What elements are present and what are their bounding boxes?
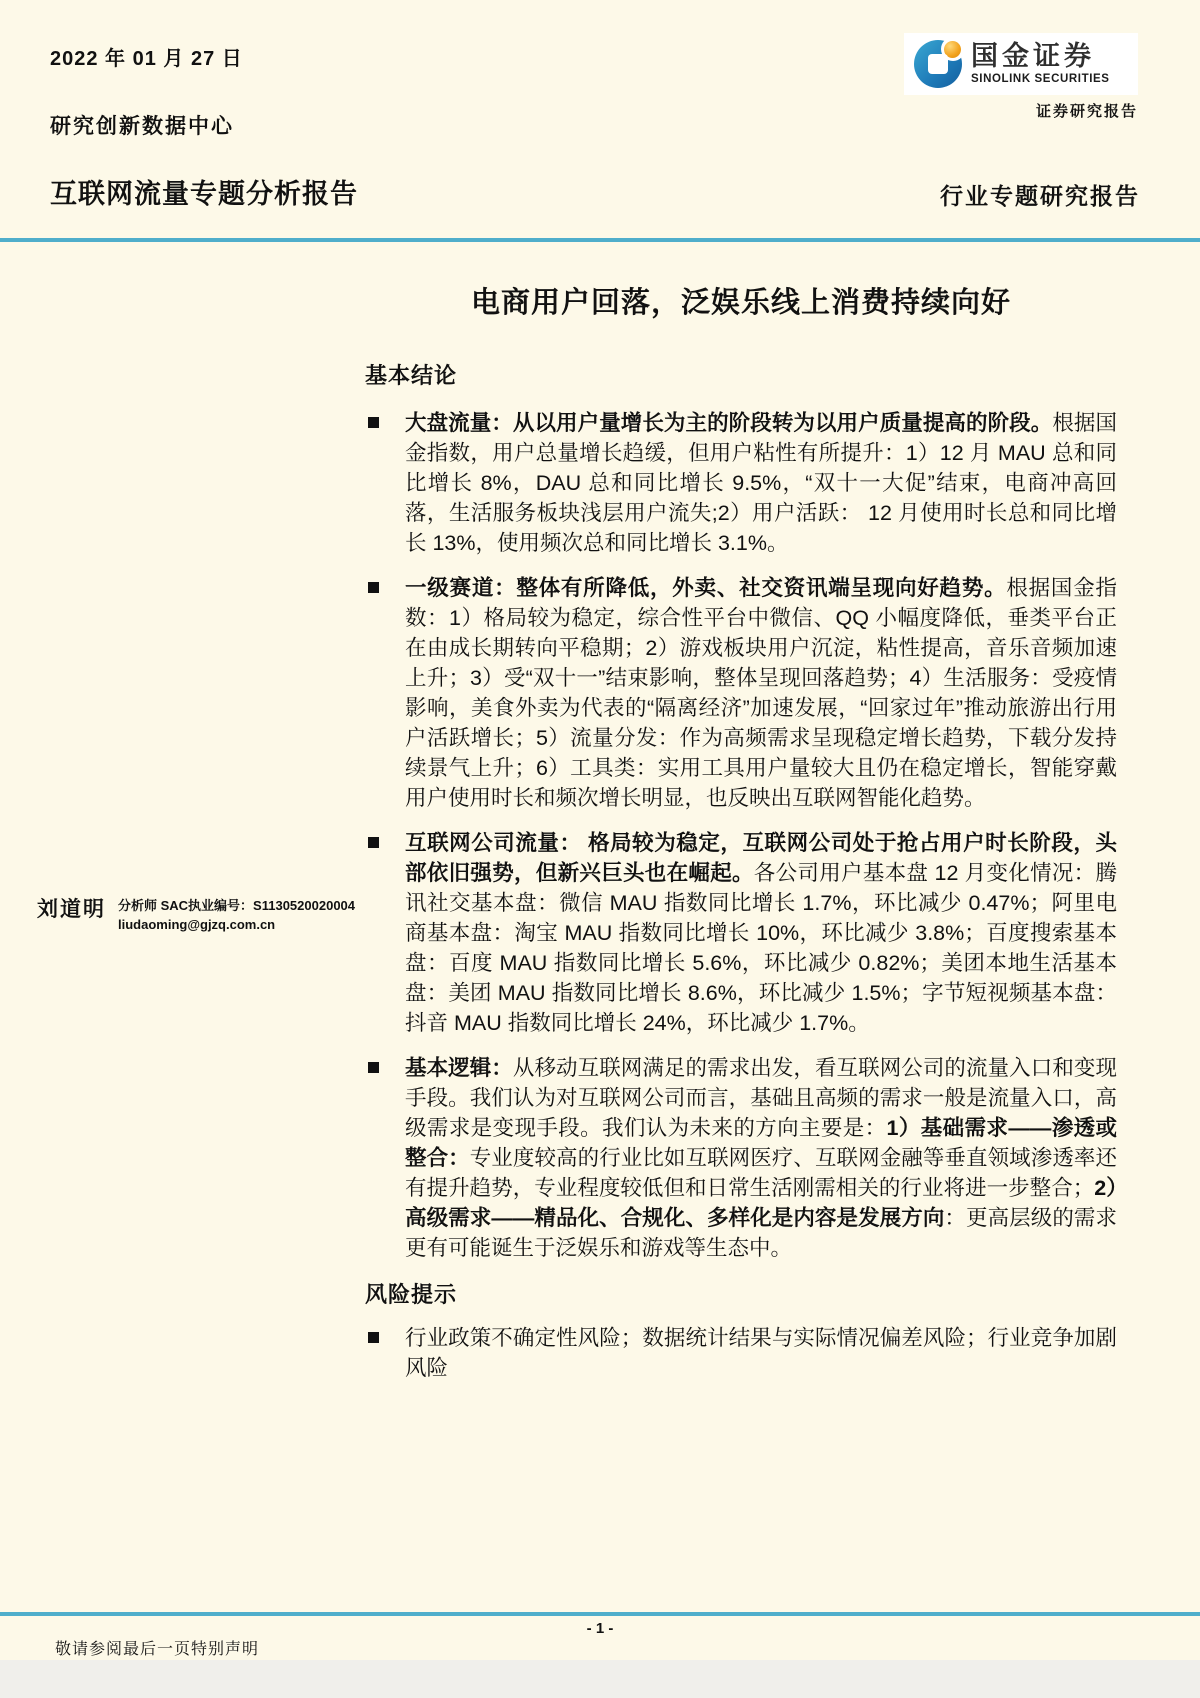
bullet-square-icon — [368, 1062, 379, 1073]
report-tag: 证券研究报告 — [1035, 104, 1138, 120]
page-title: 电商用户回落，泛娱乐线上消费持续向好 — [470, 287, 1011, 319]
analyst-email-link[interactable]: liudaoming@gjzq.com.cn — [118, 917, 276, 932]
logo-white-square — [928, 54, 948, 74]
series-row — [50, 172, 1140, 211]
sinolink-logo-icon — [914, 40, 962, 88]
brand-name-cn: 国金证券 — [971, 40, 1095, 71]
risk-heading: 风险提示 — [365, 1282, 458, 1307]
footer-divider — [0, 1612, 1200, 1616]
brand-logo — [904, 33, 1138, 95]
bullet-text: 互联网公司流量： 格局较为稳定，互联网公司处于抢占用户时长阶段，头部依旧强势，但新兴巨头也在崛起。各公司用户基本盘 12 月变化情况：腾讯社交基本盘：微信 MAU 指数同比增长 1.7%，环比减少 0.47%；阿里电商基本盘：淘宝 MAU 指数同比增长 10%，环比减少 3.8%；百度搜索基本盘：百度 MAU 指数同比增长 5.6%，环比减少 0.82%；美团本地生活基本盘：美团 MAU 指数同比增长 8.6%，环比减少 1.5%；字节短视频基本盘：抖音 MAU 指数同比增长 24%，环比减少 1.7%。 — [405, 831, 1117, 1035]
page-number: - 1 - — [586, 1620, 614, 1637]
bullet-text: 基本逻辑：从移动互联网满足的需求出发，看互联网公司的流量入口和变现手段。我们认为对互联网公司而言，基础且高频的需求一般是流量入口，高级需求是变现手段。我们认为未来的方向主要是：1）基础需求——渗透或整合：专业度较高的行业比如互联网医疗、互联网金融等垂直领域渗透率还有提升趋势，专业程度较低但和日常生活刚需相关的行业将进一步整合；2）高级需求——精品化、合规化、多样化是内容是发展方向：更高层级的需求更有可能诞生于泛娱乐和游戏等生态中。 — [405, 1056, 1117, 1260]
report-date: 2022 年 01 月 27 日 — [50, 48, 243, 70]
bullet-square-icon — [368, 837, 379, 848]
main-content — [365, 272, 1117, 1398]
bullet-text: 一级赛道：整体有所降低，外卖、社交资讯端呈现向好趋势。根据国金指数：1）格局较为稳定，综合性平台中微信、QQ 小幅度降低，垂类平台正在由成长期转向平稳期；2）游戏板块用户沉淀，粘性提高，音乐音频加速上升；3）受“双十一”结束影响，整体呈现回落趋势；4）生活服务：受疫情影响，美食外卖为代表的“隔离经济”加速发展，“回家过年”推动旅游出行用户活跃增长；5）流量分发：作为高频需求呈现稳定增长趋势，下载分发持续景气上升；6）工具类：实用工具用户量较大且仍在稳定增长，智能穿戴用户使用时长和频次增长明显，也反映出互联网智能化趋势。 — [405, 576, 1117, 810]
list-item — [365, 1053, 1117, 1263]
bullet-square-icon — [368, 417, 379, 428]
header-divider — [0, 238, 1200, 242]
analyst-name: 刘道明 — [37, 898, 106, 921]
list-item — [365, 1323, 1117, 1383]
analyst-meta — [118, 896, 355, 934]
footer-disclaimer: 敬请参阅最后一页特别声明 — [55, 1641, 260, 1658]
list-item — [365, 408, 1117, 558]
conclusions-list — [365, 408, 1117, 1263]
bullet-text: 大盘流量：从以用户量增长为主的阶段转为以用户质量提高的阶段。根据国金指数，用户总量增长趋缓，但用户粘性有所提升：1）12 月 MAU 总和同比增长 8%，DAU 总和同比增长 9.5%，“双十一大促”结束，电商冲高回落，生活服务板块浅层用户流失;2）用户活跃： 12 月使用时长总和同比增长 13%，使用频次总和同比增长 3.1%。 — [405, 411, 1117, 555]
brand-text — [971, 40, 1110, 86]
bullet-square-icon — [368, 582, 379, 593]
bullet-text: 行业政策不确定性风险；数据统计结果与实际情况偏差风险；行业竞争加剧风险 — [405, 1326, 1117, 1380]
analyst-credential: 分析师 SAC执业编号：S1130520020004 — [118, 898, 356, 913]
list-item — [365, 573, 1117, 813]
list-item — [365, 828, 1117, 1038]
bullet-square-icon — [368, 1332, 379, 1343]
analyst-block — [37, 893, 367, 934]
series-title: 互联网流量专题分析报告 — [50, 179, 358, 209]
risk-list — [365, 1323, 1117, 1383]
page-bottom-strip — [0, 1660, 1200, 1698]
report-type-label: 行业专题研究报告 — [940, 183, 1140, 209]
department-name: 研究创新数据中心 — [50, 115, 234, 138]
brand-name-en: SINOLINK SECURITIES — [971, 72, 1110, 85]
conclusions-heading: 基本结论 — [365, 363, 458, 388]
